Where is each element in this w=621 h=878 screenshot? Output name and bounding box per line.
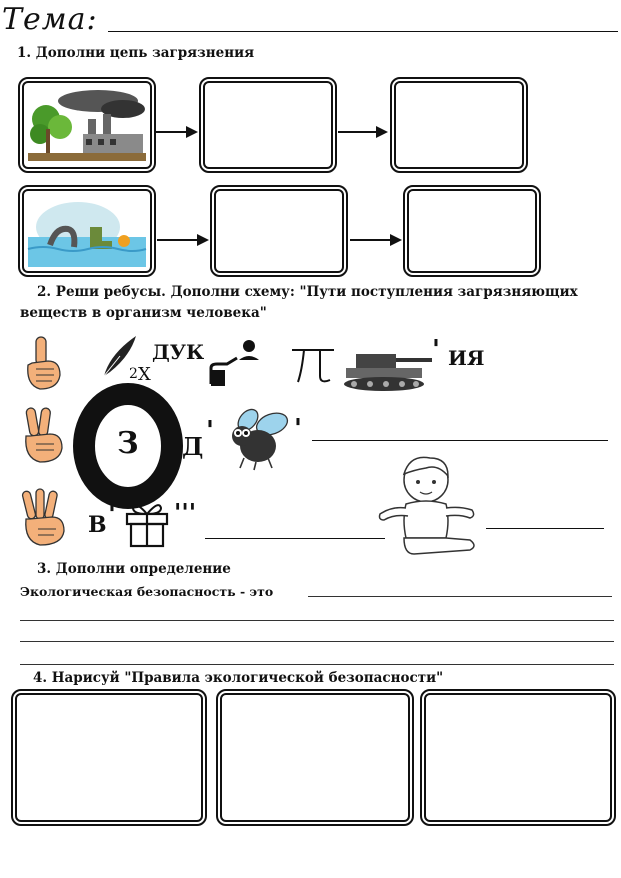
rebus1-text-duk: ДУК: [152, 340, 205, 364]
definition-line-0[interactable]: [308, 596, 612, 597]
chain2-arrow-2: [350, 239, 400, 241]
chain1-frame-2[interactable]: [199, 77, 337, 173]
rebus2-apostrophe-2: ': [294, 414, 302, 444]
definition-line-2[interactable]: [20, 641, 614, 642]
chain1-arrow-1: [156, 131, 196, 133]
definition-line-3[interactable]: [20, 664, 614, 665]
drawing-frame-1[interactable]: [11, 689, 207, 826]
rebus1-cross: Х: [138, 364, 151, 385]
boy-icon: [374, 450, 486, 562]
pointing-hand-icon: [209, 338, 265, 390]
rebus2-inner-z: З: [117, 426, 139, 461]
rebus2-big-o: [78, 390, 178, 502]
tank-icon: [342, 340, 434, 392]
fly-icon: [214, 406, 294, 472]
title-underline: [108, 31, 618, 32]
gift-icon: [123, 498, 171, 548]
rebus3-answer-line-2[interactable]: [486, 528, 604, 529]
chain2-frame-3[interactable]: [403, 185, 541, 277]
chain1-frame-1: [18, 77, 156, 173]
water-pollution-icon: [28, 197, 146, 267]
task2-heading-line2: веществ в организм человека": [20, 305, 267, 321]
three-finger-hand-icon: [20, 487, 68, 549]
chain2-frame-1: [18, 185, 156, 277]
pi-icon: [288, 344, 338, 386]
definition-line-1[interactable]: [20, 620, 614, 621]
task3-heading: 3. Дополни определение: [37, 561, 231, 577]
drawing-frame-2[interactable]: [216, 689, 414, 826]
chain1-frame-3[interactable]: [390, 77, 528, 173]
rebus1-digit-2: 2: [129, 366, 138, 382]
rebus3-answer-line-1[interactable]: [205, 538, 385, 539]
chain2-frame-2[interactable]: [210, 185, 348, 277]
chain1-arrow-2: [338, 131, 386, 133]
rebus3-triple-apostrophe: ''': [174, 498, 197, 527]
task4-heading: 4. Нарисуй "Правила экологической безопасности": [33, 670, 444, 686]
task2-heading-line1: 2. Реши ребусы. Дополни схему: "Пути поступления загрязняющих: [37, 284, 578, 300]
rebus2-answer-line[interactable]: [312, 440, 608, 441]
task3-definition: Экологическая безопасность - это: [20, 584, 274, 599]
two-finger-hand-icon: [20, 406, 66, 466]
factory-pollution-icon: [28, 89, 146, 163]
rebus1-text-iya: ИЯ: [448, 346, 485, 370]
drawing-frame-3[interactable]: [420, 689, 616, 826]
rebus3-apostrophe: ': [108, 500, 116, 530]
rebus2-text-d: Д: [182, 432, 204, 461]
rebus3-text-v: В: [88, 512, 107, 538]
rebus1-apostrophe: ': [432, 335, 440, 365]
page-title: Тема:: [2, 2, 98, 37]
one-finger-hand-icon: [22, 335, 64, 391]
task1-heading: 1. Дополни цепь загрязнения: [17, 45, 255, 61]
rebus2-apostrophe-1: ': [206, 416, 214, 446]
chain2-arrow-1: [157, 239, 207, 241]
